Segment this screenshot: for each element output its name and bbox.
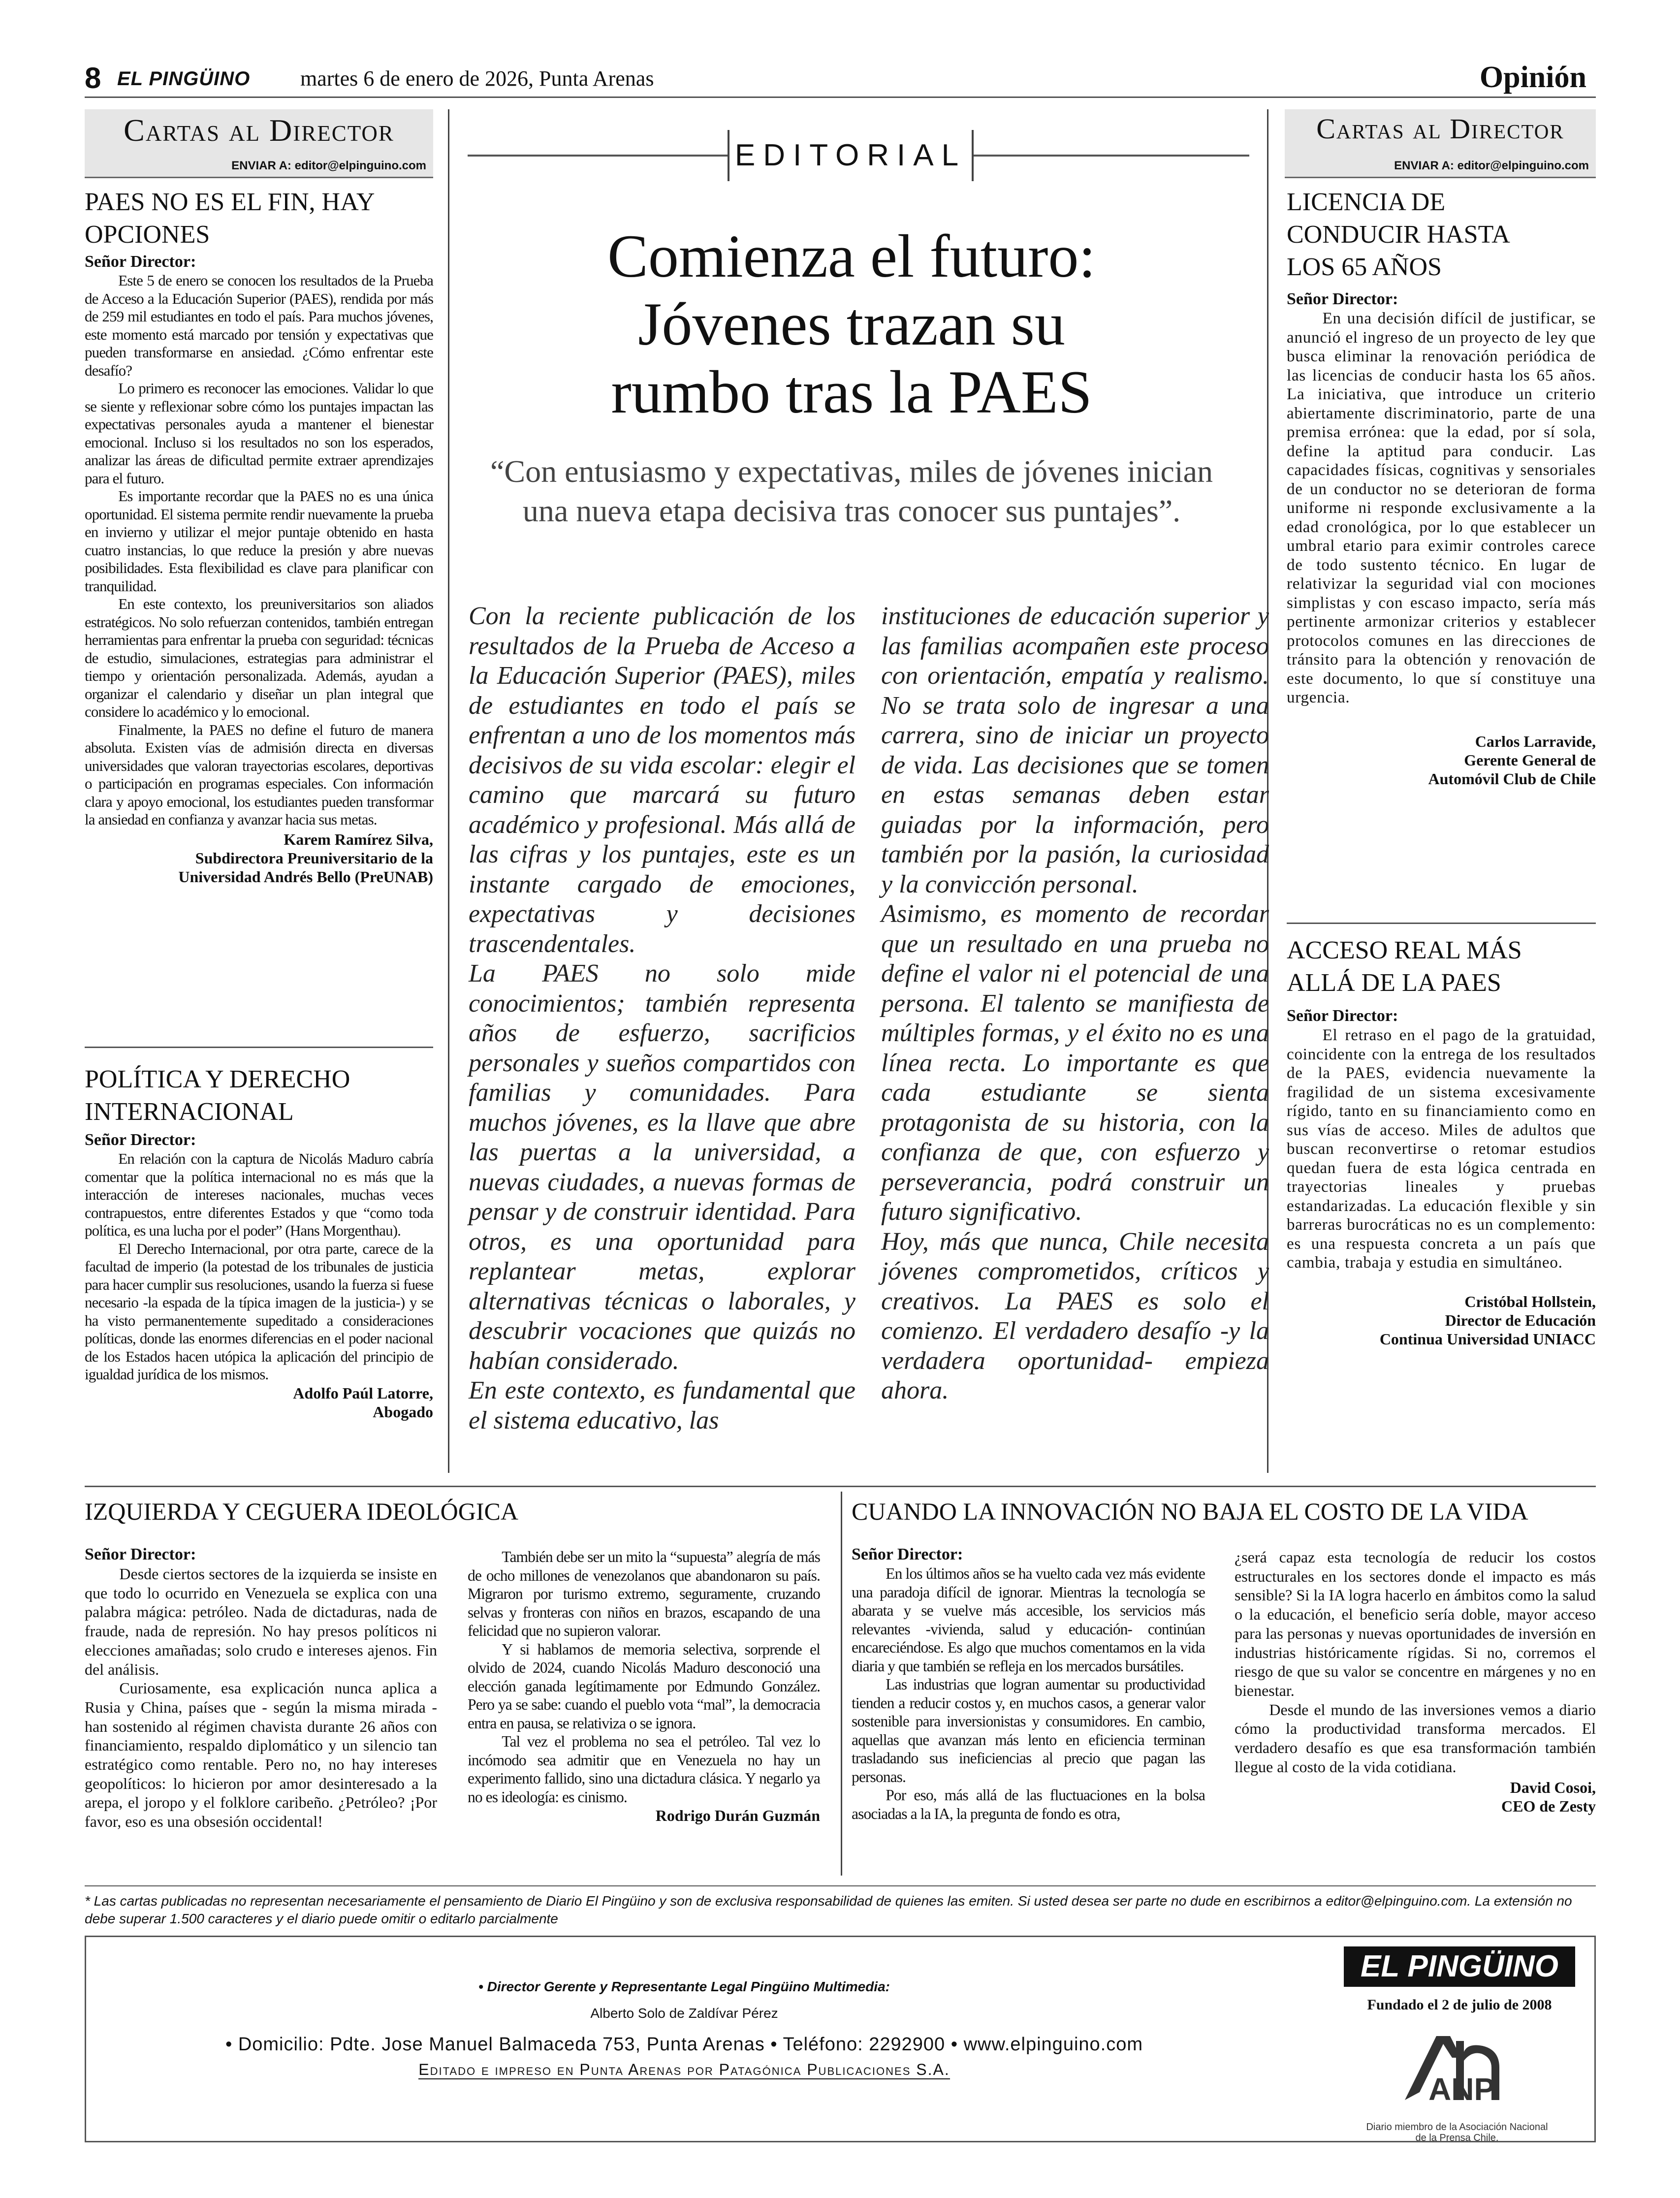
headline-line: Jóvenes trazan su [638,290,1065,358]
signature-line: Gerente General de [1464,751,1596,769]
signature-line: Director de Educación [1445,1311,1596,1329]
signature-line: Continua Universidad UNIACC [1379,1330,1596,1348]
paragraph: Y si hablamos de memoria selectiva, sorprende el olvido de 2024, cuando Nicolás Maduro desconoció una elección ganada legítimamente por Edmundo González. Pero ya se sabe: cuando el pueblo vota “mal”, la democracia entra en pausa, se relativiza o se ignora. [468,1640,820,1732]
paragraph: El retraso en el pago de la gratuidad, coincidente con la entrega de los resultados de la PAES, evidencia nuevamente la fragilidad de un sistema excesivamente rígido, tanto en su financiamiento como en sus vías de acceso. Miles de adultos que buscan reconvertirse o retomar estudios quedan fuera de esta lógica centrada en trayectorias lineales y pruebas estandarizadas. La educación flexible y sin barreras burocráticas no es un complemento: es una respuesta concreta a un país que cambia, trabaja y estudia en simultáneo. [1287,1026,1596,1272]
paragraph: Hoy, más que nunca, Chile necesita jóvenes comprometidos, críticos y creativos. La PAES es solo el comienzo. El verdadero desafío -y la verdadera oportunidad- empieza ahora. [881,1227,1269,1404]
letter-body [85,1150,433,1384]
footer-address: • Domicilio: Pdte. Jose Manuel Balmaceda 753, Punta Arenas • Teléfono: 2292900 • www.elpinguino.com [225,2034,1143,2055]
paragraph: La PAES no solo mide conocimientos; también representa años de esfuerzo, sacrificios personales y sueños compartidos con familias y comunidades. Para muchos jóvenes, es la llave que abre las puertas a la universidad, a nuevas ciudades, a nuevas formas de pensar y de construir identidad. Para otros, es una oportunidad para replantear metas, explorar alternativas técnicas o laborales, y descubrir vocaciones que quizás no habían considerado. [469,959,856,1375]
letter-title-innovacion: CUANDO LA INNOVACIÓN NO BAJA EL COSTO DE LA VIDA [852,1497,1528,1525]
letter-signature [1287,732,1596,788]
cartas-email: ENVIAR A: editor@elpinguino.com [1394,159,1589,172]
letter-title: LICENCIA DE CONDUCIR HASTA LOS 65 AÑOS [1287,188,1509,281]
cartas-title: Cartas al Director [124,113,394,148]
letter-signature [1287,1292,1596,1348]
paragraph: Lo primero es reconocer las emociones. Validar lo que se siente y reflexionar sobre cómo los puntajes impactan las expectativas personales ayuda a mantener el bienestar emocional. Incluso si los resultados no son los esperados, analizar las áreas de dificultad permite extraer aprendizajes para el futuro. [85,380,433,487]
anp-caption: Diario miembro de la Asociación Nacional de la Prensa Chile. [1366,2122,1548,2143]
headline-line: Comienza el futuro: [607,223,1096,290]
letter-izquierda-col-1 [85,1545,437,1831]
paragraph: Finalmente, la PAES no define el futuro de manera absoluta. Existen vías de admisión directa en diversas universidades que valoran trayectorias escolares, deportivas o participación en programas especiales. Con información clara y apoyo emocional, los estudiantes pueden transformar la ansiedad en confianza y avanzar hacia sus metas. [85,721,433,828]
signature-line: Cristóbal Hollstein, [1464,1292,1596,1310]
editorial-headline [482,223,1221,426]
letter-acceso-real [1287,934,1596,1348]
anp-logo-icon [1398,2026,1516,2120]
signature-line: Carlos Larravide, [1475,732,1596,750]
paragraph: Las industrias que logran aumentar su productividad tienden a reducir costos y, en muchos casos, a generar valor sostenible para inversionistas y consumidores. En cambio, aquellas que avanzan más lento en eficiencia terminan trasladando sus ineficiencias al precio que pagan las personas. [852,1676,1205,1785]
paragraph: Desde el mundo de las inversiones vemos a diario cómo la productividad transforma mercados. El verdadero desafío es que esa transformación también llegue al costo de la vida cotidiana. [1235,1700,1596,1776]
signature-line: Subdirectora Preuniversitario de la [195,849,433,867]
letter-body [1287,1026,1596,1273]
paragraph: En relación con la captura de Nicolás Maduro cabría comentar que la política internacional no es más que la interacción de intereses nacionales, muchas veces contrapuestos, entre diferentes Estados y que “como toda política, es una lucha por el poder” (Hans Morgenthau). [85,1150,433,1239]
letter-signature [85,830,433,886]
signature-line: David Cosoi, [1510,1779,1596,1797]
editorial-column-1 [469,602,856,1435]
letter-salutation: Señor Director: [852,1545,963,1563]
disclaimer-rule [85,1885,1596,1886]
anp-logo [1398,2026,1516,2120]
editorial-column-2 [881,602,1269,1406]
paragraph: Es importante recordar que la PAES no es una única oportunidad. El sistema permite rendir nuevamente la prueba en invierno y utilizar el mejor puntaje obtenido en hasta cuatro instancias, lo que reduce la presión y abre nuevas posibilidades. Esta flexibilidad es clave para planificar con tranquilidad. [85,487,433,595]
letter-title: POLÍTICA Y DERECHO INTERNACIONAL [85,1065,350,1126]
letter-signature: Rodrigo Durán Guzmán [655,1807,820,1824]
paragraph: Este 5 de enero se conocen los resultados de la Prueba de Acceso a la Educación Superior (PAES), rendida por más de 259 mil estudiantes en todo el país. Para muchos jóvenes, este momento está marcado por tensión y expectativas que pueden transformarse en ansiedad. ¿Cómo enfrentar este desafío? [85,272,433,379]
footer-logo: EL PINGÜINO [1344,1946,1575,1987]
letter-izquierda-col-2 [468,1548,820,1825]
signature-line: Universidad Andrés Bello (PreUNAB) [178,867,433,886]
footer-director-name: Alberto Solo de Zaldívar Pérez [590,2006,778,2021]
letter-salutation: Señor Director: [85,253,196,271]
paragraph: ¿será capaz esta tecnología de reducir los costos estructurales en los sectores donde el impacto es más sensible? Si la IA logra hacerlo en ámbitos como la salud o la educación, el beneficio sería doble, mayor acceso para las personas y nuevas oportunidades de inversión en industrias históricamente rígidas. Si no, corremos el riesgo de que su valor se concentre en márgenes y no en bienestar. [1235,1548,1596,1699]
letter-divider [1287,923,1596,924]
paragraph: En este contexto, los preuniversitarios son aliados estratégicos. No solo refuerzan contenidos, también entregan herramientas para enfrentar la prueba con seguridad: técnicas de estudio, simulaciones, estrategias para administrar el tiempo y orientación personalizada. Además, ayudan a organizar el calendario y diseñar un plan integral que considere lo académico y lo emocional. [85,595,433,720]
cartas-email: ENVIAR A: editor@elpinguino.com [231,159,426,172]
cartas-box-left [85,109,433,178]
letter-body [852,1564,1205,1823]
cartas-title: Cartas al Director [1316,113,1564,145]
paragraph: Curiosamente, esa explicación nunca aplica a Rusia y China, países que - según la misma mirada - han sostenido al régimen chavista durante 26 años con financiamiento, respaldo diplomático y un silencio tan estratégico como rentable. Pero no, no hay intereses geopolíticos: lo hicieron por amor desinteresado a la arepa, el joropo y el folklore caribeño. ¿Petróleo? ¡Por favor, eso es una obsesión occidental! [85,1679,437,1831]
letter-title: ACCESO REAL MÁS ALLÁ DE LA PAES [1287,936,1522,997]
paragraph: En una decisión difícil de justificar, se anunció el ingreso de un proyecto de ley que busca eliminar la renovación periódica de las licencias de conducir hasta los 65 años. La iniciativa, que introduce un criterio abiertamente discriminatorio, parte de una premisa errónea: que la edad, por sí sola, define la aptitud para conducir. Las capacidades físicas, cognitivas y sensoriales de un conductor no se deterioran de forma uniforme ni responde exclusivamente a la edad cronológica, por lo que establecer un umbral etario para eximir controles carece de todo sustento técnico. En lugar de relativizar la seguridad vial con mociones simplistas y con escaso impacto, sería más pertinente armonizar criterios y establecer protocolos comunes en las direcciones de tránsito para la obtención y renovación de este documento, lo que sí constituye una urgencia. [1287,310,1596,706]
letter-signature [1235,1778,1596,1816]
signature-line: Abogado [373,1402,433,1421]
letter-signature [85,1384,433,1421]
paragraph: También debe ser un mito la “supuesta” alegría de más de ocho millones de venezolanos que abandonaron su país. Migraron por turismo extremo, seguramente, cruzando selvas y fronteras con niños en brazos, escapando de una felicidad que no supieron valorar. [468,1548,820,1639]
paragraph: El Derecho Internacional, por otra parte, carece de la facultad de imperio (la potestad de los tribunales de justicia para hacer cumplir sus resoluciones, usando la fuerza si fuese necesario -la espada de la típica imagen de la justicia-) y se ha visto permanentemente supeditado a consideraciones políticas, donde las enormes diferencias en el poder nacional de los Estados hacen utópica la aplicación del principio de igualdad jurídica de los mismos. [85,1240,433,1383]
bottom-column-rule [841,1492,842,1876]
footer-director-label: • Director Gerente y Representante Legal Pingüino Multimedia: [478,1979,890,1994]
letter-body [1235,1548,1596,1776]
letter-salutation: Señor Director: [1287,290,1398,308]
letter-innovacion-col-2 [1235,1548,1596,1816]
signature-line: Adolfo Paúl Latorre, [293,1384,433,1402]
letter-title: PAES NO ES EL FIN, HAY OPCIONES [85,188,374,249]
dateline: martes 6 de enero de 2026, Punta Arenas [300,66,654,91]
letter-body [1287,309,1596,707]
letter-innovacion-col-1 [852,1545,1205,1823]
letter-body [85,1564,437,1831]
paragraph: Asimismo, es momento de recordar que un resultado en una prueba no define el valor ni el potencial de una persona. El talento se manifiesta de múltiples formas, y el éxito no es una línea recta. Lo importante es que cada estudiante se sienta protagonista de su historia, con la confianza de que, con esfuerzo y perseverancia, podrá construir un futuro significativo. [881,900,1269,1226]
section-title: Opinión [1479,61,1586,94]
editorial-rule-left [468,155,728,157]
letter-paes-no-es-el-fin [85,186,433,886]
letter-body [85,272,433,829]
footer-founded: Fundado el 2 de julio de 2008 [1367,1997,1552,2013]
paragraph: Por eso, más allá de las fluctuaciones en la bolsa asociadas a la IA, la pregunta de fondo es otra, [852,1786,1205,1822]
signature-line: Karem Ramírez Silva, [284,830,433,848]
letter-divider [85,1047,433,1048]
paragraph: En este contexto, es fundamental que el sistema educativo, las [469,1376,856,1434]
footer-printed-text: Editado e impreso en Punta Arenas por Patagónica Publicaciones S.A. [418,2061,950,2078]
column-rule-left [448,109,449,1473]
masthead-small: EL PINGÜINO [117,68,251,90]
letter-salutation: Señor Director: [85,1131,196,1149]
editorial-subhead: “Con entusiasmo y expectativas, miles de jóvenes inician una nueva etapa decisiva tras conocer sus puntajes”. [490,454,1213,528]
signature-line: Automóvil Club de Chile [1428,769,1596,788]
editorial-label: EDITORIAL [734,138,967,172]
editorial-rule-right [974,155,1249,157]
cartas-box-right [1285,109,1596,178]
bottom-section-rule [85,1486,1596,1487]
paragraph: Desde ciertos sectores de la izquierda se insiste en que todo lo ocurrido en Venezuela se explica con una palabra mágica: petróleo. Nada de dictaduras, nada de fraude, nada de represión. No hay presos políticos ni elecciones amañadas; solo crudo e intereses ajenos. Fin del análisis. [85,1565,437,1678]
headline-line: rumbo tras la PAES [611,358,1092,426]
disclaimer: * Las cartas publicadas no representan necesariamente el pensamiento de Diario El Pingüino y son de exclusiva responsabilidad de quienes las emiten. Si usted desea ser parte no dude en escribirnos a editor@elpinguino.com. La extensión no debe superar 1.500 caracteres y el diario puede omitir o editarlo parcialmente [85,1893,1572,1926]
paragraph: Con la reciente publicación de los resultados de la Prueba de Acceso a la Educación Superior (PAES), miles de estudiantes en todo el país se enfrentan a uno de los momentos más decisivos de su vida escolar: elegir el camino que marcará su futuro académico y profesional. Más allá de las cifras y los puntajes, este es un instante cargado de emociones, expectativas y decisiones trascendentales. [469,602,856,958]
anp-logo-text: ANP [1428,2071,1495,2107]
letter-politica-derecho [85,1063,433,1421]
paragraph: instituciones de educación superior y las familias acompañen este proceso con orientación, empatía y realismo. No se trata solo de ingresar a una carrera, sino de iniciar un proyecto de vida. Las decisiones que se tomen en estas semanas deben estar guiadas por la información, pero también por la pasión, la curiosidad y la convicción personal. [881,602,1269,898]
letter-salutation: Señor Director: [1287,1007,1398,1025]
paragraph: Tal vez el problema no sea el petróleo. Tal vez lo incómodo sea admitir que en Venezuela no hay un experimento fallido, sino una dictadura clásica. Y negarlo ya no es ideología: es cinismo. [468,1733,820,1806]
signature-line: CEO de Zesty [1501,1797,1596,1816]
footer-printed [182,2061,1186,2079]
paragraph: En los últimos años se ha vuelto cada vez más evidente una paradoja difícil de ignorar. Mientras la tecnología se abarata y se vuelve más accesible, los servicios más relevantes -vivienda, salud y educación- continúan encareciéndose. Es algo que muchos comentamos en la vida diaria y que también se refleja en los mercados bursátiles. [852,1565,1205,1675]
page-number: 8 [85,62,101,95]
letter-title-izquierda: IZQUIERDA Y CEGUERA IDEOLÓGICA [85,1497,518,1525]
letter-salutation: Señor Director: [85,1545,196,1563]
letter-body [468,1548,820,1806]
header-rule [85,96,1596,98]
letter-licencia-conducir [1287,186,1596,788]
